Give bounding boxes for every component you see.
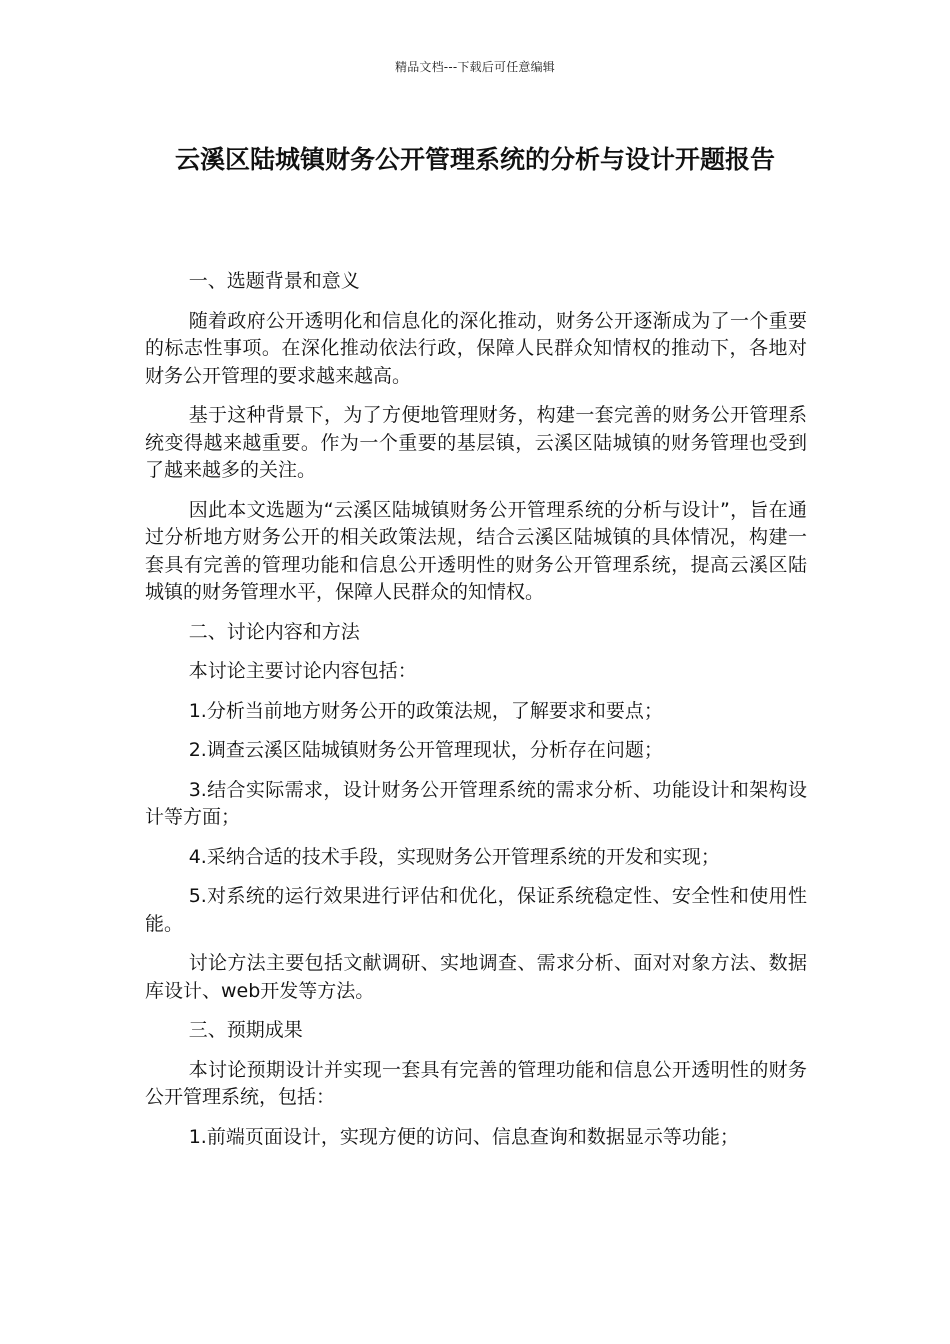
paragraph: 本讨论主要讨论内容包括： — [188, 660, 417, 682]
paragraph: 随着政府公开透明化和信息化的深化推动，财务公开逐渐成为了一个重要的标志性事项。在深化推动依法行政，保障人民群众知情权的推动下，各地对财务公开管理的要求越来越高。 — [145, 309, 807, 387]
section-heading-expected-results: 三、预期成果 — [188, 1019, 303, 1041]
section-heading-background: 一、选题背景和意义 — [188, 270, 360, 292]
list-item: 1.前端页面设计，实现方便的访问、信息查询和数据显示等功能； — [188, 1125, 739, 1148]
header-note: 精品文档---下载后可任意编辑 — [395, 60, 555, 74]
list-item: 3.结合实际需求，设计财务公开管理系统的需求分析、功能设计和架构设计等方面； — [145, 778, 807, 828]
list-item: 1.分析当前地方财务公开的政策法规，了解要求和要点； — [188, 699, 663, 722]
document-title: 云溪区陆城镇财务公开管理系统的分析与设计开题报告 — [174, 145, 775, 174]
list-item: 4.采纳合适的技术手段，实现财务公开管理系统的开发和实现； — [188, 845, 720, 868]
paragraph: 基于这种背景下，为了方便地管理财务，构建一套完善的财务公开管理系统变得越来越重要。作为一个重要的基层镇，云溪区陆城镇的财务管理也受到了越来越多的关注。 — [145, 404, 807, 481]
section-heading-content-methods: 二、讨论内容和方法 — [188, 620, 360, 643]
list-item: 2.调查云溪区陆城镇财务公开管理现状，分析存在问题； — [188, 739, 663, 761]
paragraph: 讨论方法主要包括文献调研、实地调查、需求分析、面对对象方法、数据库设计、web开发等方法。 — [145, 952, 807, 1002]
document-body — [145, 268, 807, 1163]
paragraph: 因此本文选题为“云溪区陆城镇财务公开管理系统的分析与设计”，旨在通过分析地方财务公开的相关政策法规，结合云溪区陆城镇的具体情况，构建一套具有完善的管理功能和信息公开透明性的财务公开管理系统，提高云溪区陆城镇的财务管理水平，保障人民群众的知情权。 — [145, 498, 807, 603]
list-item: 5.对系统的运行效果进行评估和优化，保证系统稳定性、安全性和使用性能。 — [145, 885, 807, 935]
paragraph: 本讨论预期设计并实现一套具有完善的管理功能和信息公开透明性的财务公开管理系统，包括： — [145, 1058, 807, 1108]
